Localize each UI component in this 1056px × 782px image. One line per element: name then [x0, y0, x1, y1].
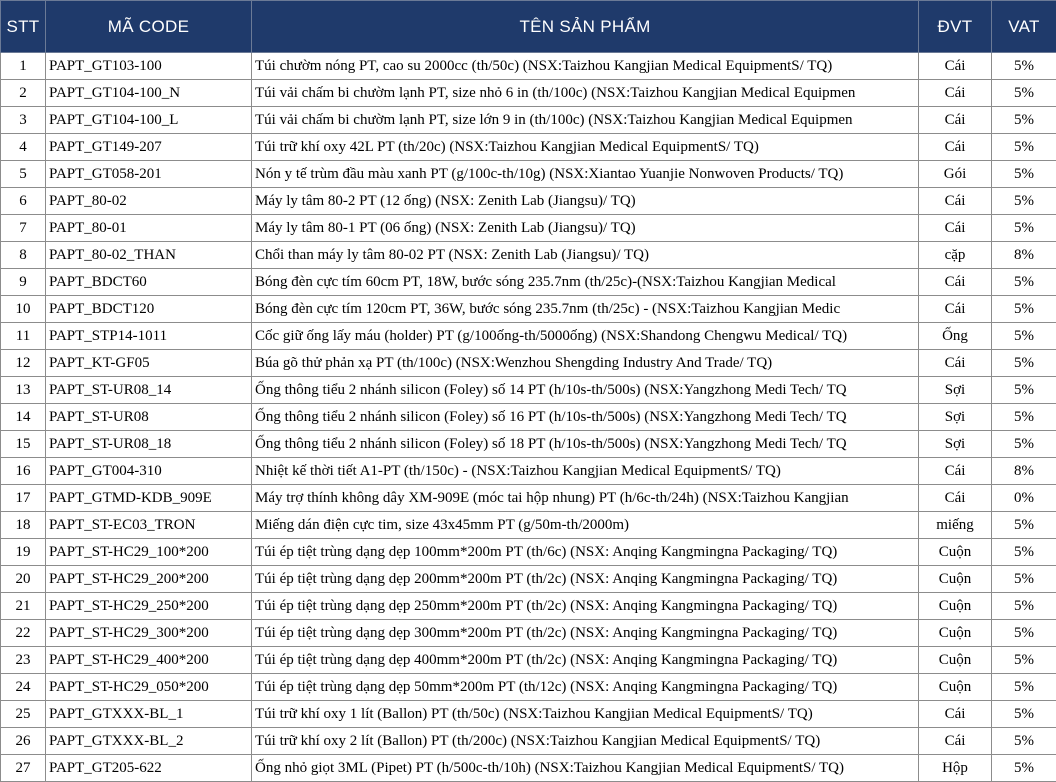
- cell-product-name[interactable]: Túi chườm nóng PT, cao su 2000cc (th/50c) (NSX:Taizhou Kangjian Medical EquipmentS/ TQ): [252, 53, 919, 80]
- cell-unit[interactable]: Cuộn: [919, 593, 992, 620]
- cell-vat[interactable]: 0%: [992, 485, 1056, 512]
- cell-code[interactable]: PAPT_BDCT60: [46, 269, 252, 296]
- cell-stt[interactable]: 8: [1, 242, 46, 269]
- cell-stt[interactable]: 14: [1, 404, 46, 431]
- cell-product-name[interactable]: Ống nhỏ giọt 3ML (Pipet) PT (h/500c-th/10h) (NSX:Taizhou Kangjian Medical EquipmentS/ TQ): [252, 755, 919, 782]
- cell-product-name[interactable]: Máy ly tâm 80-2 PT (12 ống) (NSX: Zenith Lab (Jiangsu)/ TQ): [252, 188, 919, 215]
- cell-stt[interactable]: 23: [1, 647, 46, 674]
- header-stt[interactable]: STT: [1, 1, 46, 53]
- cell-product-name[interactable]: Miếng dán điện cực tim, size 43x45mm PT (g/50m-th/2000m): [252, 512, 919, 539]
- cell-stt[interactable]: 12: [1, 350, 46, 377]
- cell-unit[interactable]: miếng: [919, 512, 992, 539]
- table-row[interactable]: [1, 296, 1056, 323]
- cell-product-name[interactable]: Túi vải chấm bi chườm lạnh PT, size lớn 9 in (th/100c) (NSX:Taizhou Kangjian Medical Equipmen: [252, 107, 919, 134]
- cell-vat[interactable]: 5%: [992, 323, 1056, 350]
- cell-vat[interactable]: 5%: [992, 647, 1056, 674]
- cell-stt[interactable]: 13: [1, 377, 46, 404]
- cell-product-name[interactable]: Túi trữ khí oxy 2 lít (Ballon) PT (th/200c) (NSX:Taizhou Kangjian Medical EquipmentS/ TQ): [252, 728, 919, 755]
- cell-unit[interactable]: Sợi: [919, 431, 992, 458]
- cell-product-name[interactable]: Bóng đèn cực tím 60cm PT, 18W, bước sóng 235.7nm (th/25c)-(NSX:Taizhou Kangjian Medical: [252, 269, 919, 296]
- cell-unit[interactable]: Cái: [919, 134, 992, 161]
- cell-stt[interactable]: 19: [1, 539, 46, 566]
- cell-unit[interactable]: Ống: [919, 323, 992, 350]
- cell-unit[interactable]: Cái: [919, 269, 992, 296]
- table-row[interactable]: [1, 701, 1056, 728]
- cell-stt[interactable]: 2: [1, 80, 46, 107]
- cell-stt[interactable]: 1: [1, 53, 46, 80]
- cell-code[interactable]: PAPT_ST-HC29_100*200: [46, 539, 252, 566]
- cell-product-name[interactable]: Nón y tế trùm đầu màu xanh PT (g/100c-th/10g) (NSX:Xiantao Yuanjie Nonwoven Products/ TQ): [252, 161, 919, 188]
- cell-code[interactable]: PAPT_GTMD-KDB_909E: [46, 485, 252, 512]
- cell-vat[interactable]: 5%: [992, 539, 1056, 566]
- cell-vat[interactable]: 5%: [992, 566, 1056, 593]
- cell-stt[interactable]: 18: [1, 512, 46, 539]
- cell-product-name[interactable]: Túi vải chấm bi chườm lạnh PT, size nhỏ 6 in (th/100c) (NSX:Taizhou Kangjian Medical Equipmen: [252, 80, 919, 107]
- cell-stt[interactable]: 25: [1, 701, 46, 728]
- cell-unit[interactable]: cặp: [919, 242, 992, 269]
- cell-product-name[interactable]: Búa gõ thử phản xạ PT (th/100c) (NSX:Wenzhou Shengding Industry And Trade/ TQ): [252, 350, 919, 377]
- cell-vat[interactable]: 5%: [992, 188, 1056, 215]
- cell-stt[interactable]: 27: [1, 755, 46, 782]
- cell-product-name[interactable]: Máy ly tâm 80-1 PT (06 ống) (NSX: Zenith Lab (Jiangsu)/ TQ): [252, 215, 919, 242]
- table-row[interactable]: [1, 593, 1056, 620]
- table-row[interactable]: [1, 350, 1056, 377]
- cell-code[interactable]: PAPT_ST-EC03_TRON: [46, 512, 252, 539]
- table-row[interactable]: [1, 323, 1056, 350]
- table-row[interactable]: [1, 269, 1056, 296]
- cell-product-name[interactable]: Túi ép tiệt trùng dạng dẹp 200mm*200m PT (th/2c) (NSX: Anqing Kangmingna Packaging/ TQ): [252, 566, 919, 593]
- cell-unit[interactable]: Gói: [919, 161, 992, 188]
- table-header: [1, 1, 1056, 53]
- cell-stt[interactable]: 17: [1, 485, 46, 512]
- cell-vat[interactable]: 5%: [992, 377, 1056, 404]
- cell-product-name[interactable]: Túi trữ khí oxy 42L PT (th/20c) (NSX:Taizhou Kangjian Medical EquipmentS/ TQ): [252, 134, 919, 161]
- cell-unit[interactable]: Cái: [919, 215, 992, 242]
- header-code[interactable]: MÃ CODE: [46, 1, 252, 53]
- cell-code[interactable]: PAPT_STP14-1011: [46, 323, 252, 350]
- cell-vat[interactable]: 5%: [992, 296, 1056, 323]
- cell-product-name[interactable]: Nhiệt kế thời tiết A1-PT (th/150c) - (NSX:Taizhou Kangjian Medical EquipmentS/ TQ): [252, 458, 919, 485]
- cell-vat[interactable]: 5%: [992, 512, 1056, 539]
- cell-code[interactable]: PAPT_80-02_THAN: [46, 242, 252, 269]
- cell-product-name[interactable]: Túi ép tiệt trùng dạng dẹp 100mm*200m PT (th/6c) (NSX: Anqing Kangmingna Packaging/ TQ): [252, 539, 919, 566]
- cell-code[interactable]: PAPT_KT-GF05: [46, 350, 252, 377]
- cell-unit[interactable]: Cuộn: [919, 620, 992, 647]
- cell-unit[interactable]: Sợi: [919, 377, 992, 404]
- cell-code[interactable]: PAPT_BDCT120: [46, 296, 252, 323]
- table-row[interactable]: [1, 161, 1056, 188]
- cell-product-name[interactable]: Cốc giữ ống lấy máu (holder) PT (g/100ống-th/5000ống) (NSX:Shandong Chengwu Medical/ TQ): [252, 323, 919, 350]
- header-unit[interactable]: ĐVT: [919, 1, 992, 53]
- cell-stt[interactable]: 26: [1, 728, 46, 755]
- header-product-name[interactable]: TÊN SẢN PHẨM: [252, 1, 919, 53]
- table-row[interactable]: [1, 242, 1056, 269]
- cell-unit[interactable]: Sợi: [919, 404, 992, 431]
- cell-vat[interactable]: 5%: [992, 701, 1056, 728]
- cell-vat[interactable]: 5%: [992, 269, 1056, 296]
- cell-product-name[interactable]: Bóng đèn cực tím 120cm PT, 36W, bước sóng 235.7nm (th/25c) - (NSX:Taizhou Kangjian Medic: [252, 296, 919, 323]
- cell-stt[interactable]: 20: [1, 566, 46, 593]
- cell-code[interactable]: PAPT_ST-HC29_400*200: [46, 647, 252, 674]
- cell-unit[interactable]: Cuộn: [919, 539, 992, 566]
- cell-product-name[interactable]: Ống thông tiểu 2 nhánh silicon (Foley) số 14 PT (h/10s-th/500s) (NSX:Yangzhong Medi Tech/ TQ: [252, 377, 919, 404]
- cell-vat[interactable]: 5%: [992, 134, 1056, 161]
- table-row[interactable]: [1, 566, 1056, 593]
- cell-product-name[interactable]: Túi trữ khí oxy 1 lít (Ballon) PT (th/50c) (NSX:Taizhou Kangjian Medical EquipmentS/ TQ): [252, 701, 919, 728]
- table-row[interactable]: [1, 485, 1056, 512]
- table-row[interactable]: [1, 215, 1056, 242]
- cell-code[interactable]: PAPT_GTXXX-BL_1: [46, 701, 252, 728]
- cell-stt[interactable]: 4: [1, 134, 46, 161]
- cell-product-name[interactable]: Túi ép tiệt trùng dạng dẹp 250mm*200m PT (th/2c) (NSX: Anqing Kangmingna Packaging/ TQ): [252, 593, 919, 620]
- cell-vat[interactable]: 5%: [992, 107, 1056, 134]
- cell-stt[interactable]: 5: [1, 161, 46, 188]
- cell-unit[interactable]: Cái: [919, 350, 992, 377]
- cell-unit[interactable]: Cuộn: [919, 647, 992, 674]
- cell-unit[interactable]: Cuộn: [919, 566, 992, 593]
- cell-code[interactable]: PAPT_ST-HC29_050*200: [46, 674, 252, 701]
- cell-code[interactable]: PAPT_GT004-310: [46, 458, 252, 485]
- cell-vat[interactable]: 5%: [992, 431, 1056, 458]
- table-row[interactable]: [1, 458, 1056, 485]
- cell-code[interactable]: PAPT_ST-UR08_14: [46, 377, 252, 404]
- table-body: [1, 53, 1056, 782]
- cell-unit[interactable]: Hộp: [919, 755, 992, 782]
- table-row[interactable]: [1, 80, 1056, 107]
- cell-vat[interactable]: 5%: [992, 593, 1056, 620]
- table-row[interactable]: [1, 512, 1056, 539]
- cell-product-name[interactable]: Túi ép tiệt trùng dạng dẹp 400mm*200m PT (th/2c) (NSX: Anqing Kangmingna Packaging/ TQ): [252, 647, 919, 674]
- cell-unit[interactable]: Cái: [919, 296, 992, 323]
- cell-vat[interactable]: 5%: [992, 53, 1056, 80]
- table-row[interactable]: [1, 431, 1056, 458]
- cell-code[interactable]: PAPT_80-01: [46, 215, 252, 242]
- cell-stt[interactable]: 16: [1, 458, 46, 485]
- cell-vat[interactable]: 5%: [992, 755, 1056, 782]
- table-row[interactable]: [1, 188, 1056, 215]
- cell-vat[interactable]: 8%: [992, 242, 1056, 269]
- cell-vat[interactable]: 5%: [992, 161, 1056, 188]
- cell-product-name[interactable]: Túi ép tiệt trùng dạng dẹp 50mm*200m PT (th/12c) (NSX: Anqing Kangmingna Packaging/ TQ): [252, 674, 919, 701]
- cell-unit[interactable]: Cuộn: [919, 674, 992, 701]
- cell-code[interactable]: PAPT_GT058-201: [46, 161, 252, 188]
- table-row[interactable]: [1, 674, 1056, 701]
- table-row[interactable]: [1, 404, 1056, 431]
- cell-vat[interactable]: 5%: [992, 80, 1056, 107]
- table-row[interactable]: [1, 755, 1056, 782]
- table-row[interactable]: [1, 53, 1056, 80]
- cell-vat[interactable]: 5%: [992, 350, 1056, 377]
- cell-unit[interactable]: Cái: [919, 701, 992, 728]
- table-row[interactable]: [1, 377, 1056, 404]
- cell-product-name[interactable]: Ống thông tiểu 2 nhánh silicon (Foley) số 18 PT (h/10s-th/500s) (NSX:Yangzhong Medi Tech/ TQ: [252, 431, 919, 458]
- cell-unit[interactable]: Cái: [919, 53, 992, 80]
- cell-product-name[interactable]: Máy trợ thính không dây XM-909E (móc tai hộp nhung) PT (h/6c-th/24h) (NSX:Taizhou Kangjian: [252, 485, 919, 512]
- cell-vat[interactable]: 5%: [992, 728, 1056, 755]
- cell-stt[interactable]: 21: [1, 593, 46, 620]
- cell-vat[interactable]: 8%: [992, 458, 1056, 485]
- cell-stt[interactable]: 24: [1, 674, 46, 701]
- cell-unit[interactable]: Cái: [919, 728, 992, 755]
- cell-code[interactable]: PAPT_GTXXX-BL_2: [46, 728, 252, 755]
- cell-stt[interactable]: 3: [1, 107, 46, 134]
- cell-code[interactable]: PAPT_ST-UR08: [46, 404, 252, 431]
- header-row: [1, 1, 1056, 53]
- cell-code[interactable]: PAPT_GT104-100_L: [46, 107, 252, 134]
- cell-unit[interactable]: Cái: [919, 107, 992, 134]
- cell-unit[interactable]: Cái: [919, 80, 992, 107]
- table-row[interactable]: [1, 134, 1056, 161]
- cell-stt[interactable]: 6: [1, 188, 46, 215]
- cell-code[interactable]: PAPT_ST-HC29_300*200: [46, 620, 252, 647]
- cell-code[interactable]: PAPT_GT103-100: [46, 53, 252, 80]
- cell-stt[interactable]: 22: [1, 620, 46, 647]
- cell-unit[interactable]: Cái: [919, 458, 992, 485]
- cell-stt[interactable]: 7: [1, 215, 46, 242]
- cell-code[interactable]: PAPT_GT205-622: [46, 755, 252, 782]
- cell-vat[interactable]: 5%: [992, 215, 1056, 242]
- cell-code[interactable]: PAPT_ST-UR08_18: [46, 431, 252, 458]
- cell-product-name[interactable]: Ống thông tiểu 2 nhánh silicon (Foley) số 16 PT (h/10s-th/500s) (NSX:Yangzhong Medi Tech/ TQ: [252, 404, 919, 431]
- table-row[interactable]: [1, 620, 1056, 647]
- cell-vat[interactable]: 5%: [992, 674, 1056, 701]
- cell-unit[interactable]: Cái: [919, 485, 992, 512]
- cell-stt[interactable]: 15: [1, 431, 46, 458]
- cell-product-name[interactable]: Chổi than máy ly tâm 80-02 PT (NSX: Zenith Lab (Jiangsu)/ TQ): [252, 242, 919, 269]
- cell-code[interactable]: PAPT_GT104-100_N: [46, 80, 252, 107]
- table-row[interactable]: [1, 647, 1056, 674]
- cell-stt[interactable]: 10: [1, 296, 46, 323]
- table-row[interactable]: [1, 539, 1056, 566]
- cell-code[interactable]: PAPT_ST-HC29_200*200: [46, 566, 252, 593]
- cell-unit[interactable]: Cái: [919, 188, 992, 215]
- cell-product-name[interactable]: Túi ép tiệt trùng dạng dẹp 300mm*200m PT (th/2c) (NSX: Anqing Kangmingna Packaging/ TQ): [252, 620, 919, 647]
- cell-stt[interactable]: 11: [1, 323, 46, 350]
- cell-vat[interactable]: 5%: [992, 620, 1056, 647]
- table-row[interactable]: [1, 728, 1056, 755]
- header-vat[interactable]: VAT: [992, 1, 1056, 53]
- cell-code[interactable]: PAPT_GT149-207: [46, 134, 252, 161]
- cell-vat[interactable]: 5%: [992, 404, 1056, 431]
- cell-code[interactable]: PAPT_ST-HC29_250*200: [46, 593, 252, 620]
- cell-code[interactable]: PAPT_80-02: [46, 188, 252, 215]
- cell-stt[interactable]: 9: [1, 269, 46, 296]
- table-row[interactable]: [1, 107, 1056, 134]
